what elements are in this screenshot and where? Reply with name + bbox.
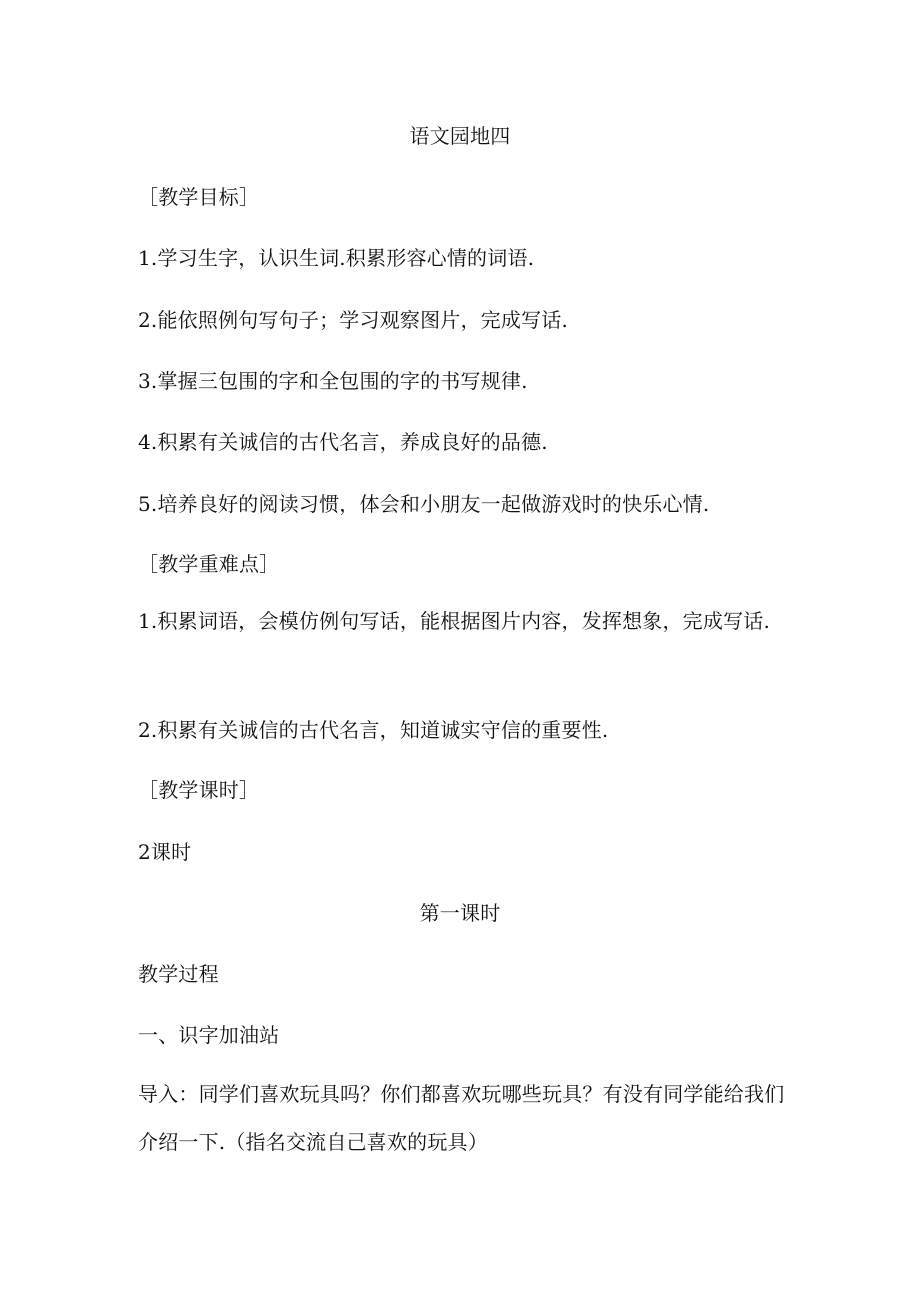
key-point-item-1: 1.积累词语，会模仿例句写话，能根据图片内容，发挥想象，完成写话. <box>138 609 771 633</box>
objective-item-5: 5.培养良好的阅读习惯，体会和小朋友一起做游戏时的快乐心情. <box>138 492 710 516</box>
part-one-heading: 一、识字加油站 <box>138 1023 280 1047</box>
lesson-title: 第一课时 <box>419 901 501 925</box>
process-heading: 教学过程 <box>138 962 219 986</box>
intro-paragraph: 导入：同学们喜欢玩具吗？你们都喜欢玩哪些玩具？有没有同学能给我们介绍一下.（指名交流自己喜欢的玩具） <box>138 1082 785 1154</box>
objectives-heading: ［教学目标］ <box>138 185 260 209</box>
objective-item-3: 3.掌握三包围的字和全包围的字的书写规律. <box>138 369 528 393</box>
key-point-item-2: 2.积累有关诚信的古代名言，知道诚实守信的重要性. <box>138 718 609 742</box>
objective-item-1: 1.学习生字，认识生词.积累形容心情的词语. <box>138 246 535 270</box>
document-title: 语文园地四 <box>409 124 511 148</box>
hours-heading: ［教学课时］ <box>138 778 260 802</box>
hours-value: 2课时 <box>138 840 192 864</box>
key-points-heading: ［教学重难点］ <box>138 552 280 576</box>
objective-item-4: 4.积累有关诚信的古代名言，养成良好的品德. <box>138 430 548 454</box>
objective-item-2: 2.能依照例句写句子；学习观察图片，完成写话. <box>138 308 569 332</box>
